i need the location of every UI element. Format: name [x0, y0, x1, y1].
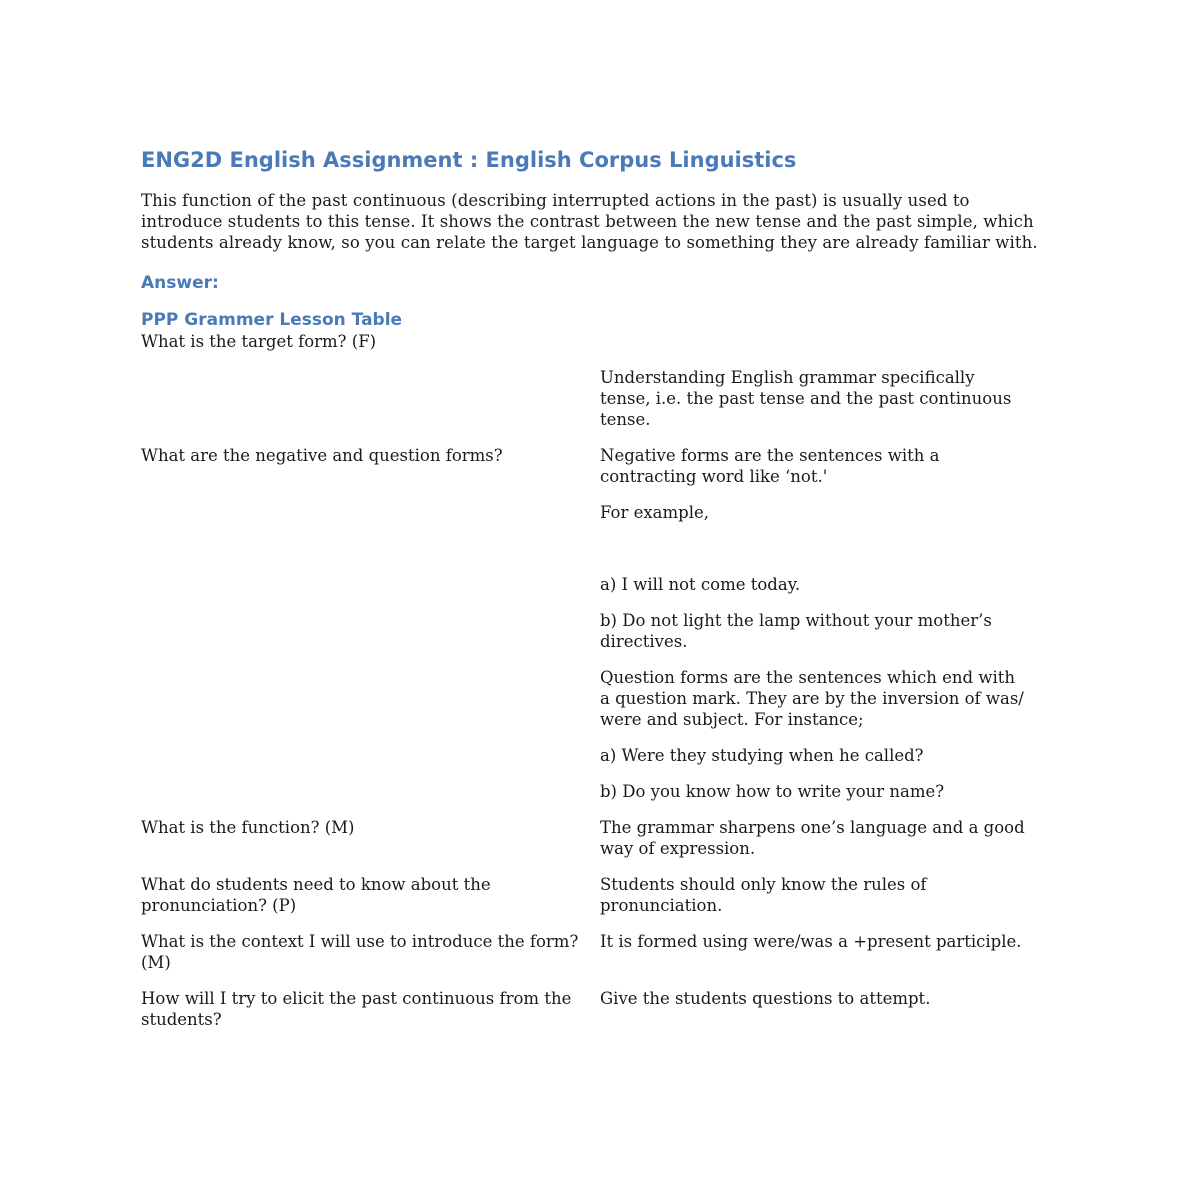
answer-cell: [600, 931, 1030, 973]
answer-paragraph: For example,: [600, 503, 710, 522]
document-title: ENG2D English Assignment : English Corpus Linguistics: [141, 148, 797, 172]
answer-cell: [600, 874, 1030, 916]
table-row: [141, 874, 1056, 916]
question-cell: How will I try to elicit the past continuous from the students?: [141, 989, 572, 1029]
question-cell: What do students need to know about the pronunciation? (P): [141, 875, 491, 915]
lesson-table: [141, 367, 1056, 1030]
intro-paragraph: This function of the past continuous (describing interrupted actions in the past) is usually used to introduce students to this tense. It shows the contrast between the new tense and the past simple, which students already know, so you can relate the target language to something they are already familiar with.: [141, 191, 1038, 252]
question-cell: [141, 367, 600, 430]
question-cell: What is the context I will use to introduce the form? (M): [141, 932, 579, 972]
answer-heading: Answer:: [141, 273, 219, 293]
document-page: [141, 146, 1056, 1045]
answer-paragraph: a) Were they studying when he called?: [600, 746, 924, 765]
table-heading: PPP Grammer Lesson Table: [141, 310, 403, 330]
table-row: [141, 445, 1056, 802]
answer-paragraph: Students should only know the rules of pronunciation.: [600, 875, 927, 915]
answer-paragraph: Understanding English grammar specifically tense, i.e. the past tense and the past continuous tense.: [600, 368, 1012, 429]
answer-cell: [600, 988, 1030, 1030]
target-form-question: What is the target form? (F): [141, 332, 377, 351]
answer-paragraph: Negative forms are the sentences with a contracting word like ‘not.': [600, 446, 940, 486]
question-cell: What are the negative and question forms?: [141, 446, 503, 465]
answer-paragraph: b) Do not light the lamp without your mother’s directives.: [600, 611, 992, 651]
table-row: [141, 817, 1056, 859]
answer-paragraph: The grammar sharpens one’s language and a good way of expression.: [600, 818, 1025, 858]
answer-paragraph: Give the students questions to attempt.: [600, 989, 931, 1008]
answer-paragraph: b) Do you know how to write your name?: [600, 782, 945, 801]
answer-paragraph: Question forms are the sentences which end with a question mark. They are by the inversion of was/ were and subject. For instance;: [600, 668, 1024, 729]
answer-paragraph: It is formed using were/was a +present participle.: [600, 932, 1022, 951]
answer-paragraph: a) I will not come today.: [600, 575, 801, 594]
answer-cell: [600, 817, 1030, 859]
table-row: [141, 988, 1056, 1030]
answer-cell: [600, 445, 1030, 802]
table-row: [141, 931, 1056, 973]
table-row: [141, 367, 1056, 430]
answer-cell: [600, 367, 1030, 430]
question-cell: What is the function? (M): [141, 818, 355, 837]
